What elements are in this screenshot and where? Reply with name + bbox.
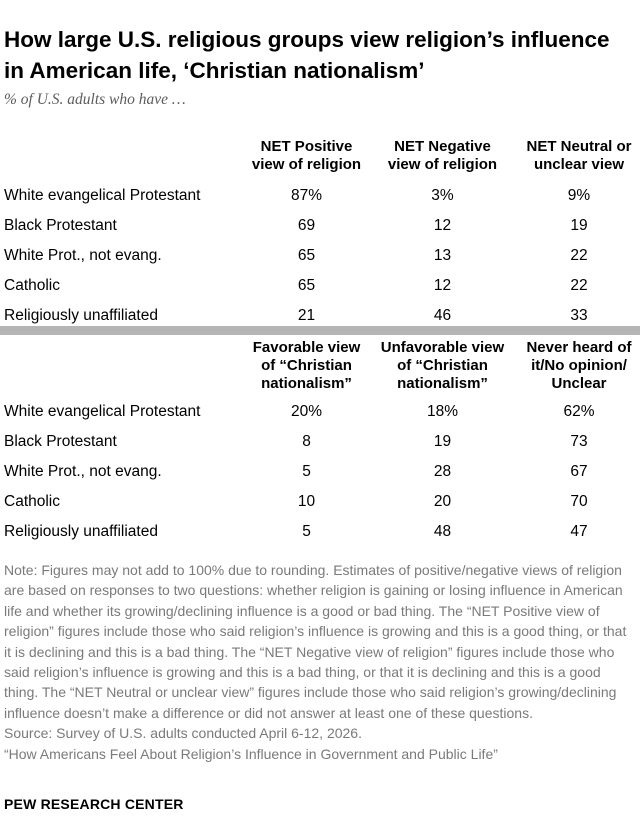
cell-value: 22 [570,247,588,264]
table2-header-never-heard: Never heard of it/No opinion/ Unclear [526,339,632,392]
row-label: White Prot., not evang. [4,463,162,480]
chart-subtitle: % of U.S. adults who have … [4,91,186,108]
note-text: Note: Figures may not add to 100% due to rounding. Estimates of positive/negative views of religion are based on responses to two questions: whether religion is gaining or losing influence in American life and whether its growing/declining influence is a good or bad thing. The “NET Positive view of religion” figures include those who said religion’s influence is growing and this is a good thing, or that it is declining and this is a bad thing. The “NET Negative view of religion” figures include those who said religion’s influence is growing and this is a bad thing, or that it is declining and this is a good thing. The “NET Neutral or unclear view” figures include those who said religion’s growing/declining influence doesn’t make a difference or did not answer at least one of these questions. [4,562,627,721]
source-text: Source: Survey of U.S. adults conducted April 6-12, 2026. [4,725,362,742]
cell-value: 65 [297,277,316,294]
row-label: White evangelical Protestant [4,187,201,204]
cell-value: 46 [433,307,452,324]
cell-value: 73 [570,433,588,450]
cell-value: 9% [567,187,591,204]
cell-value: 48 [433,523,452,540]
table1-header-neutral: NET Neutral or unclear view [526,138,632,173]
brand-logo-text: PEW RESEARCH CENTER [4,796,184,812]
row-label: Religiously unaffiliated [4,523,158,540]
cell-value: 65 [297,247,316,264]
row-label: Black Protestant [4,217,117,234]
table2-row [0,523,640,547]
table1-row [0,277,640,301]
table1-header-negative: NET Negative view of religion [387,138,498,173]
cell-value: 5 [302,463,311,480]
cell-value: 62% [563,403,595,420]
chart-notes [4,560,634,764]
table2-header-favorable: Favorable view of “Christian nationalism” [252,339,361,392]
cell-value: 69 [297,217,316,234]
cell-value: 20% [290,403,323,420]
cell-value: 12 [433,217,452,234]
table1-row [0,187,640,211]
cell-value: 67 [570,463,588,480]
row-label: Catholic [4,493,60,510]
cell-value: 5 [302,523,311,540]
cell-value: 70 [570,493,588,510]
cell-value: 12 [433,277,452,294]
table1-row [0,247,640,271]
cell-value: 21 [297,307,316,324]
section-divider [0,326,640,335]
cell-value: 3% [431,187,454,204]
table2-row [0,403,640,427]
cell-value: 20 [433,493,452,510]
row-label: White evangelical Protestant [4,403,201,420]
cell-value: 10 [297,493,316,510]
cell-value: 18% [426,403,459,420]
cell-value: 13 [433,247,452,264]
cell-value: 33 [570,307,588,324]
row-label: White Prot., not evang. [4,247,162,264]
cell-value: 22 [570,277,588,294]
cell-value: 19 [570,217,588,234]
cell-value: 87% [290,187,323,204]
table2-row [0,493,640,517]
table2-row [0,433,640,457]
row-label: Catholic [4,277,60,294]
chart-title: How large U.S. religious groups view religion’s influence in American life, ‘Christian nationalism’ [4,27,610,83]
table2-header-unfavorable: Unfavorable view of “Christian nationalism” [380,339,505,392]
cell-value: 19 [433,433,452,450]
cell-value: 28 [433,463,452,480]
cell-value: 8 [302,433,311,450]
table2-row [0,463,640,487]
table1-header-positive: NET Positive view of religion [251,138,362,173]
cell-value: 47 [570,523,588,540]
report-title: “How Americans Feel About Religion’s Influence in Government and Public Life” [4,745,498,762]
row-label: Black Protestant [4,433,117,450]
row-label: Religiously unaffiliated [4,307,158,324]
table1-row [0,217,640,241]
